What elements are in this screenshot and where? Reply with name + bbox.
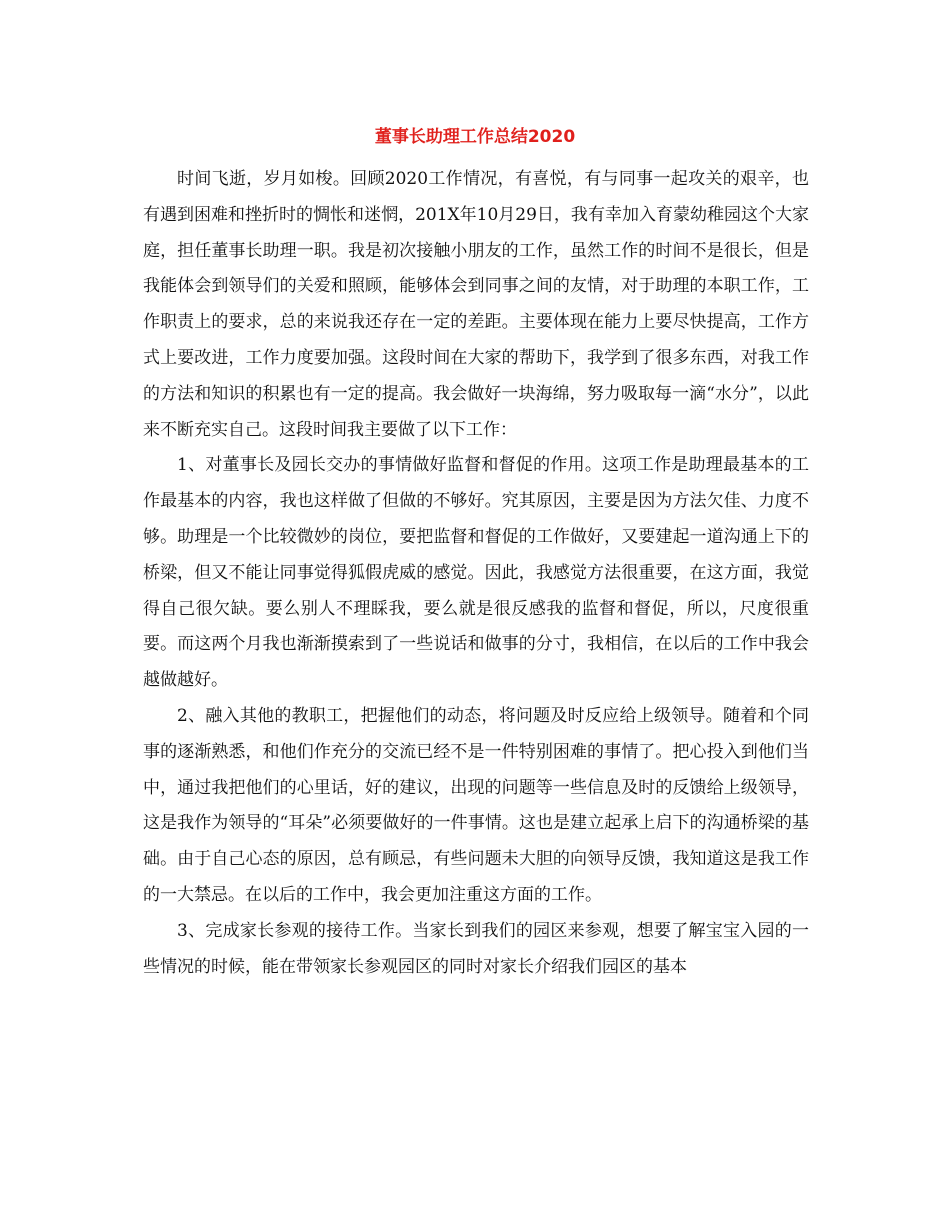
document-title: 董事长助理工作总结2020 bbox=[374, 127, 576, 147]
paragraph-item-1: 1、对董事长及园长交办的事情做好监督和督促的作用。这项工作是助理最基本的工作最基本的内容，我也这样做了但做的不够好。究其原因，主要是因为方法欠佳、力度不够。助理是一个比较微妙的岗位，要把监督和督促的工作做好，又要建起一道沟通上下的桥梁，但又不能让同事觉得狐假虎威的感觉。因此，我感觉方法很重要，在这方面，我觉得自己很欠缺。要么别人不理睬我，要么就是很反感我的监督和督促，所以，尺度很重要。而这两个月我也渐渐摸索到了一些说话和做事的分寸，我相信，在以后的工作中我会越做越好。 bbox=[143, 455, 809, 691]
paragraph-item-3: 3、完成家长参观的接待工作。当家长到我们的园区来参观，想要了解宝宝入园的一些情况的时候，能在带领家长参观园区的同时对家长介绍我们园区的基本 bbox=[143, 920, 809, 977]
paragraph-item-2: 2、融入其他的教职工，把握他们的动态，将问题及时反应给上级领导。随着和个同事的逐渐熟悉，和他们作充分的交流已经不是一件特别困难的事情了。把心投入到他们当中，通过我把他们的心里话，好的建议，出现的问题等一些信息及时的反馈给上级领导，这是我作为领导的“耳朵”必须要做好的一件事情。这也是建立起承上启下的沟通桥梁的基础。由于自己心态的原因，总有顾忌，有些问题未大胆的向领导反馈，我知道这是我工作的一大禁忌。在以后的工作中，我会更加注重这方面的工作。 bbox=[143, 705, 809, 905]
paragraph-intro: 时间飞逝，岁月如梭。回顾2020工作情况，有喜悦，有与同事一起攻关的艰辛，也有遇到困难和挫折时的惆怅和迷惘，201X年10月29日，我有幸加入育蒙幼稚园这个大家庭，担任董事长助理一职。我是初次接触小朋友的工作，虽然工作的时间不是很长，但是我能体会到领导们的关爱和照顾，能够体会到同事之间的友情，对于助理的本职工作，工作职责上的要求，总的来说我还存在一定的差距。主要体现在能力上要尽快提高，工作方式上要改进，工作力度要加强。这段时间在大家的帮助下，我学到了很多东西，对我工作的方法和知识的积累也有一定的提高。我会做好一块海绵，努力吸取每一滴“水分”，以此来不断充实自己。这段时间我主要做了以下工作： bbox=[143, 169, 809, 440]
document-body bbox=[143, 162, 809, 985]
